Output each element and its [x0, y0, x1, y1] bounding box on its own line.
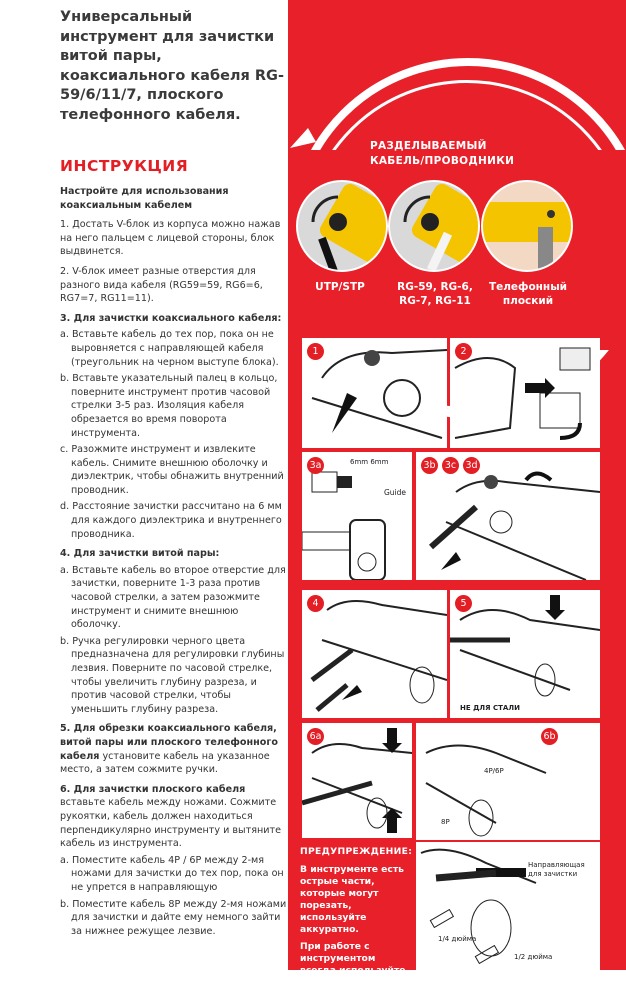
half-inch-label: 1/2 дюйма: [514, 953, 553, 961]
step-badge: 5: [455, 595, 472, 612]
cable-label-utp: UTP/STP: [315, 281, 365, 293]
guide-label: Guide: [384, 488, 407, 497]
4p6p-label: 4P/6P: [484, 767, 504, 775]
step-6-bold: 6. Для зачистки плоского кабеля: [60, 783, 246, 795]
step-4a: a. Вставьте кабель во второе отверстие для зачистки, поверните 1-3 раза против часовой стрелки, а затем разожмите инструмент и снимите внешнюю оболочку.: [60, 564, 286, 631]
flat-phone-photo: [481, 180, 573, 272]
quarter-inch-label: 1/4 дюйма: [438, 935, 477, 943]
arrow-icon: [288, 120, 328, 160]
cables-heading: РАЗДЕЛЫВАЕМЫЙ КАБЕЛЬ/ПРОВОДНИКИ: [370, 140, 515, 167]
instruction-heading: ИНСТРУКЦИЯ: [60, 157, 189, 175]
step-badge: 3b: [421, 457, 438, 474]
dimension-label: 6mm 6mm: [350, 458, 389, 466]
step-6a: a. Поместите кабель 4P / 6P между 2-мя ножами для зачистки до тех пор, пока он не упрется в направляющую: [60, 854, 284, 893]
step-3b: b. Вставьте указательный палец в кольцо, поверните инструмент против часовой стрелки 3-5 раз. Изоляция кабеля обрезается во время поворота инструмента.: [60, 373, 278, 439]
cable-label-flat: Телефонный плоский: [488, 281, 568, 307]
not-for-steel-label: НЕ ДЛЯ СТАЛИ: [460, 704, 520, 712]
step-3c: c. Разожмите инструмент и извлеките кабель. Снимите внешнюю оболочку и диэлектрик, чтобы обнажить внутренний проводник.: [60, 444, 284, 496]
instructions-column: [0, 0, 288, 970]
step-badge: 6b: [541, 728, 558, 745]
page-title: Универсальный инструмент для зачистки витой пары, коаксиального кабеля RG-59/6/11/7, плоского телефонного кабеля.: [60, 9, 284, 123]
8p-label: 8P: [441, 818, 450, 826]
step-badge: 3a: [307, 457, 324, 474]
step-6b-illustration: [416, 723, 600, 970]
step-5-rest: установите кабель на указанное место, а затем сожмите ручки.: [60, 750, 270, 776]
step-4b: b. Ручка регулировки черного цвета предназначена для регулировки глубины лезвия. Поверните по часовой стрелке, чтобы увеличить глубину разреза, и против часовой стрелки, чтобы уменьшить глубину разреза.: [60, 635, 285, 715]
step-3a-illustration: [302, 452, 412, 580]
step-6b: b. Поместите кабель 8P между 2-мя ножами для зачистки и дайте ему немного зайти за нижнее режущее лезвие.: [60, 898, 287, 937]
step-1-illustration: [302, 338, 447, 448]
step-6: [60, 783, 288, 851]
step-3d: d. Расстояние зачистки рассчитано на 6 мм для каждого диэлектрика и внутреннего проводника.: [60, 501, 282, 540]
step-badge: 3d: [463, 457, 480, 474]
utp-photo: [296, 180, 388, 272]
step-2-illustration: [450, 338, 600, 448]
step-3: 3. Для зачистки коаксиального кабеля:: [60, 312, 282, 324]
strip-guide-label: Направляющая для зачистки: [528, 861, 585, 878]
cable-label-coax: RG-59, RG-6, RG-7, RG-11: [397, 281, 473, 307]
step-badge: 2: [455, 343, 472, 360]
step-2: 2. V-блок имеет разные отверстия для разного вида кабеля (RG59=59, RG6=6, RG7=7, RG11=11).: [60, 265, 263, 305]
step-5-bold: 5. Для обрезки коаксиального кабеля, витой пары или плоского телефонного кабеля: [60, 723, 278, 762]
step-badge: 1: [307, 343, 324, 360]
instruction-body: [60, 185, 288, 941]
step-6a-illustration: [302, 723, 412, 838]
warning-text-2: При работе с инструментом всегда используйте средства защиты глаз.: [300, 941, 406, 1000]
coax-photo: [388, 180, 480, 272]
step-badge: 6a: [307, 728, 324, 745]
step-6-rest: вставьте кабель между ножами. Сожмите рукоятки, кабель должен находиться перпендикулярно инструменту и вытяните кабель из инструмента.: [60, 797, 281, 850]
step-5-illustration: [450, 590, 600, 718]
step-4-illustration: [302, 590, 447, 718]
warning-box: [300, 846, 412, 1006]
step-4: 4. Для зачистки витой пары:: [60, 548, 220, 560]
step-3a: a. Вставьте кабель до тех пор, пока он не выровняется с направляющей кабеля (треугольник на черном выступе блока).: [60, 329, 279, 368]
step-badge: 4: [307, 595, 324, 612]
step-5: [60, 722, 288, 776]
step-1: 1. Достать V-блок из корпуса можно нажав на него пальцем с лицевой стороны, блок выдвинется.: [60, 219, 281, 258]
step-3bcd-illustration: [416, 452, 600, 580]
step-badge: 3c: [442, 457, 459, 474]
warning-text-1: В инструменте есть острые части, которые могут порезать, используйте аккуратно.: [300, 864, 404, 935]
warning-title: ПРЕДУПРЕЖДЕНИЕ:: [300, 846, 413, 857]
setup-heading: Настройте для использования коаксиальным кабелем: [60, 186, 229, 211]
